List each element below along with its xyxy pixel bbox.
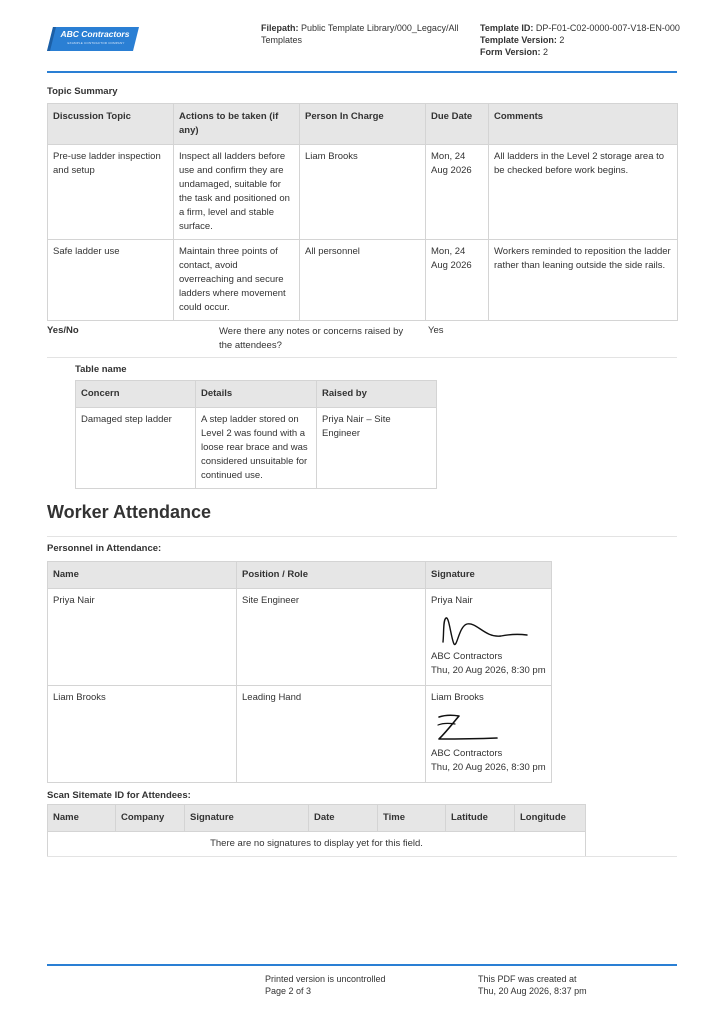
col-header: Time (378, 805, 446, 832)
filepath-value: Public Template Library/000_Legacy/All (301, 23, 459, 33)
table-row (76, 408, 437, 489)
filepath-value-cont: Templates (261, 35, 303, 45)
col-header: Signature (426, 562, 552, 589)
table-header-row (76, 381, 437, 408)
signature-image (431, 709, 531, 745)
filepath-label: Filepath: (261, 23, 299, 33)
created-label: This PDF was created at (478, 974, 577, 984)
due-date-cell: Mon, 24 Aug 2026 (426, 240, 489, 321)
comments-cell: All ladders in the Level 2 storage area to be checked before work begins. (489, 145, 678, 240)
form-version-label: Form Version: (480, 47, 541, 57)
col-header: Date (309, 805, 378, 832)
concern-cell: Damaged step ladder (76, 408, 196, 489)
col-header: Name (48, 562, 237, 589)
topic-cell: Safe ladder use (48, 240, 174, 321)
yes-no-question: Were there any notes or concerns raised by the attendees? (219, 326, 404, 351)
sitemate-table (47, 804, 586, 857)
filepath-block (261, 22, 461, 46)
raised-by-cell: Priya Nair – Site Engineer (317, 408, 437, 489)
col-header: Due Date (426, 104, 489, 145)
col-header: Signature (185, 805, 309, 832)
actions-cell: Maintain three points of contact, avoid overreaching and secure ladders where movement could occur. (174, 240, 300, 321)
worker-attendance-heading: Worker Attendance (47, 502, 212, 522)
company-logo (47, 26, 139, 52)
form-version-value: 2 (543, 47, 549, 57)
col-header: Details (196, 381, 317, 408)
table-row (48, 686, 552, 783)
col-header: Latitude (446, 805, 515, 832)
details-cell: A step ladder stored on Level 2 was found with a loose rear brace and was considered unsuitable for continued use. (196, 408, 317, 489)
attendee-role-cell: Leading Hand (237, 686, 426, 783)
template-meta (480, 22, 690, 58)
col-header: Company (116, 805, 185, 832)
page-number: Page 2 of 3 (265, 986, 312, 996)
due-date-cell: Mon, 24 Aug 2026 (426, 145, 489, 240)
actions-cell: Inspect all ladders before use and confirm they are undamaged, suitable for the task and positioned on a firm, level and stable surface. (174, 145, 300, 240)
header-rule (47, 71, 677, 73)
col-header: Comments (489, 104, 678, 145)
table-row (48, 589, 552, 686)
signature-company: ABC Contractors (431, 748, 503, 759)
attendee-name-cell: Priya Nair (48, 589, 237, 686)
table-header-row (48, 805, 586, 832)
signature-timestamp: Thu, 20 Aug 2026, 8:30 pm (431, 762, 546, 773)
col-header: Longitude (515, 805, 586, 832)
signature-cell (426, 686, 552, 783)
sitemate-label: Scan Sitemate ID for Attendees: (47, 790, 191, 801)
person-cell: All personnel (300, 240, 426, 321)
topic-cell: Pre-use ladder inspection and setup (48, 145, 174, 240)
table-header-row (48, 104, 678, 145)
yes-no-answer: Yes (428, 325, 444, 336)
concerns-table-title: Table name (75, 364, 127, 375)
comments-cell: Workers reminded to reposition the ladder rather than leaning outside the side rails. (489, 240, 678, 321)
table-header-row (48, 562, 552, 589)
divider (47, 357, 677, 358)
logo-text: ABC Contractors (60, 29, 130, 39)
logo-subtext: EXAMPLE CONTRACTOR COMPANY (67, 41, 125, 45)
col-header: Concern (76, 381, 196, 408)
signature-image (431, 612, 531, 648)
template-id-label: Template ID: (480, 23, 534, 33)
col-header: Person In Charge (300, 104, 426, 145)
col-header: Name (48, 805, 116, 832)
uncontrolled-note: Printed version is uncontrolled (265, 974, 386, 984)
signature-name: Liam Brooks (431, 692, 484, 703)
concerns-table (75, 380, 437, 489)
topic-summary-table (47, 103, 678, 321)
col-header: Raised by (317, 381, 437, 408)
attendee-role-cell: Site Engineer (237, 589, 426, 686)
yes-no-label: Yes/No (47, 325, 79, 336)
created-timestamp: Thu, 20 Aug 2026, 8:37 pm (478, 986, 587, 996)
signature-timestamp: Thu, 20 Aug 2026, 8:30 pm (431, 665, 546, 676)
divider (47, 536, 677, 537)
table-row (48, 145, 678, 240)
signature-company: ABC Contractors (431, 651, 503, 662)
table-row (48, 832, 586, 857)
signature-cell (426, 589, 552, 686)
empty-state-text: There are no signatures to display yet for this field. (48, 832, 586, 857)
template-version-label: Template Version: (480, 35, 557, 45)
topic-summary-title: Topic Summary (47, 86, 118, 97)
template-id-value: DP-F01-C02-0000-007-V18-EN-000 (535, 23, 680, 33)
attendance-table (47, 561, 552, 783)
personnel-label: Personnel in Attendance: (47, 543, 162, 554)
divider (47, 856, 677, 857)
footer-left (265, 973, 386, 997)
person-cell: Liam Brooks (300, 145, 426, 240)
col-header: Actions to be taken (if any) (174, 104, 300, 145)
template-version-value: 2 (559, 35, 565, 45)
col-header: Discussion Topic (48, 104, 174, 145)
attendee-name-cell: Liam Brooks (48, 686, 237, 783)
signature-name: Priya Nair (431, 595, 473, 606)
col-header: Position / Role (237, 562, 426, 589)
table-row (48, 240, 678, 321)
footer-right (478, 973, 587, 997)
footer-rule (47, 964, 677, 966)
